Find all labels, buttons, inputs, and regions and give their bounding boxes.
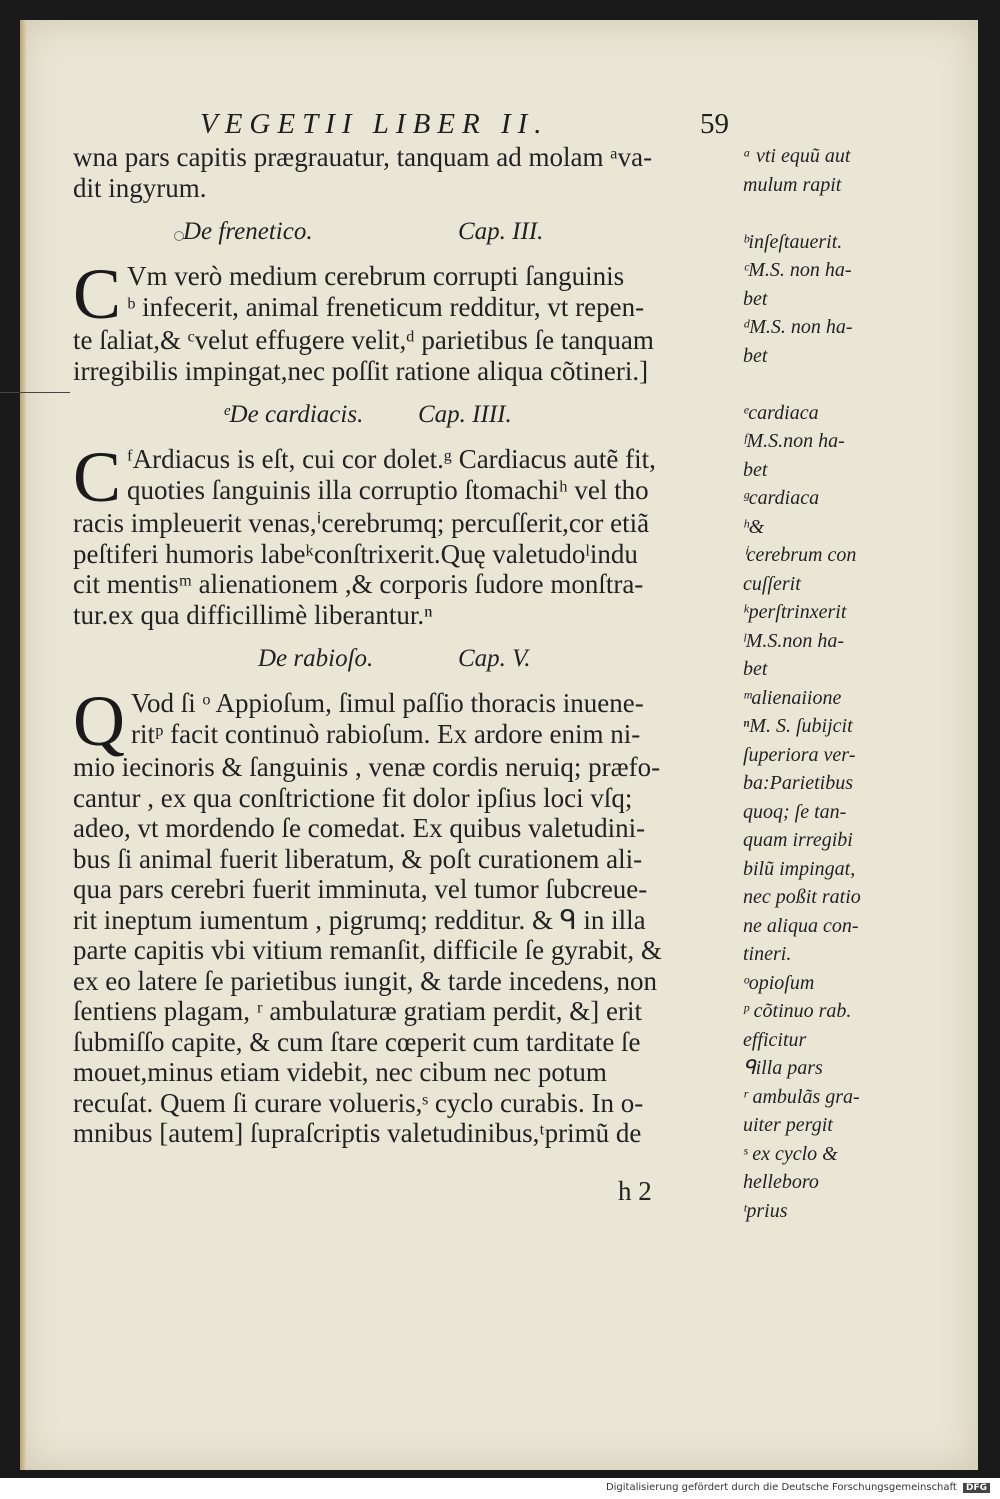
chapter-heading-5 [73,630,743,688]
margin-note: ᶠM.S.non ha- [743,430,845,452]
text-line: Vm verò medium cerebrum corrupti ſanguinis [127,261,625,291]
text-line: Vod ſi ᵒ Appioſum, ſimul paſſio thoracis inuene- [131,688,644,718]
margin-pointer-line [0,392,70,393]
text-line: ᶠArdiacus is eſt, cui cor dolet.ᵍ Cardiacus autẽ fit, [127,444,656,474]
paragraph-rabioso [73,681,743,1149]
chapter-number: Cap. IIII. [418,401,512,428]
margin-note: ne aliqua con- [743,914,859,937]
initial-letter: C [73,254,122,334]
margin-note: ˢ ex cyclo & [743,1142,838,1165]
margin-note: ᵈM.S. non ha- [743,316,853,338]
text-line: cantur , ex qua conſtrictione fit dolor ipſius loci vſq; [73,782,633,813]
margin-note: efficitur [743,1028,807,1051]
chapter-number: Cap. V. [458,645,531,672]
margin-note: helleboro [743,1171,819,1193]
running-head [200,108,740,144]
margin-note: ˡM.S.non ha- [743,629,845,652]
margin-note: ᵏperſtrinxerit [743,601,847,623]
margin-note: ᵗprius [743,1199,788,1222]
margin-notes [743,142,883,1225]
margin-note: ʳ ambulãs gra- [743,1085,860,1108]
text-line: ᵇ infecerit, animal freneticum redditur, vt repen- [127,291,645,322]
margin-note: mulum rapit [743,173,842,196]
margin-note: ⁱcerebrum con [743,544,857,566]
text-line: tur.ex qua difficillimè liberantur.ⁿ [73,599,433,630]
paragraph-frenetico [73,254,743,386]
margin-note: ſuperiora ver- [743,743,856,766]
text-line: mio iecinoris & ſanguinis , venæ cordis neruiq; præfo- [73,752,661,782]
text-line: ex eo latere ſe parietibus iungit, & tarde incedens, non [73,965,658,996]
margin-note [743,199,883,228]
margin-note [743,370,883,399]
margin-note: quoq; ſe tan- [743,800,847,823]
initial-letter: Q [73,681,125,761]
text-line: parte capitis vbi vitium remanſit, difficile ſe gyrabit, & [73,935,662,965]
text-line: te ſaliat,& ᶜvelut effugere velit,ᵈ parietibus ſe tanquam [73,325,654,355]
chapter-heading-4 [73,386,743,444]
text-line: mnibus [autem] ſupraſcriptis valetudinibus,ᵗprimũ de [73,1118,642,1148]
margin-note: ᵉcardiaca [743,401,819,424]
margin-note: tineri. [743,943,792,965]
margin-note: bet [743,344,768,367]
margin-note: ᶜM.S. non ha- [743,259,852,281]
text-line: dit ingyrum. [73,172,207,203]
margin-note: ᵇinſeſtauerit. [743,230,843,253]
initial-letter: C [73,437,122,517]
text-line: racis impleuerit venas,ⁱcerebrumq; percuſſerit,cor etiã [73,508,650,538]
text-line: peſtiferi humoris labeᵏconſtrixerit.Quę valetudoˡindu [73,538,638,569]
text-line: recuſat. Quem ſi curare volueris,ˢ cyclo curabis. In o- [73,1087,644,1118]
text-line: qua pars cerebri fuerit imminuta, vel tumor ſubcreue- [73,874,648,904]
margin-note: bilũ impingat, [743,857,856,880]
chapter-title: De rabioſo. [258,645,374,672]
chapter-title: ᵉDe cardiacis. [223,401,364,428]
text-line: ſentiens plagam, ʳ ambulaturæ gratiam perdit, &] erit [73,996,642,1026]
margin-note: uiter pergit [743,1114,833,1136]
text-line: ſubmiſſo capite, & cum ſtare cœperit cum tarditate ſe [73,1026,641,1057]
text-line: cit mentisᵐ alienationem ,& corporis ſudore monſtra- [73,569,644,599]
main-text-block [73,142,743,1149]
margin-note: ᵖ cõtinuo rab. [743,1000,852,1022]
margin-note: cuſſerit [743,572,801,595]
catchword: h 2 [618,1176,652,1206]
text-line: irregibilis impingat,nec poſſit ratione aliqua cõtineri.] [73,355,649,386]
chapter-title: De frenetico. [183,218,313,245]
page-number: 59 [700,108,729,140]
chapter-heading-3 [73,203,743,261]
margin-note: ʰ& [743,515,765,538]
text-line: bus ſi animal fuerit liberatum, & poſt curationem ali- [73,843,643,874]
margin-note: quam irregibi [743,829,853,851]
chapter-number: Cap. III. [458,218,544,245]
credit-text: Digitalisierung gefördert durch die Deutsche Forschungsgemeinschaft [605,1482,957,1493]
text-line: adeo, vt mordendo ſe comedat. Ex quibus valetudini- [73,813,646,843]
margin-note: ba:Parietibus [743,772,853,794]
margin-note: bet [743,658,768,680]
running-title: VEGETII LIBER II. [200,108,549,140]
text-line: ritᵖ facit continuò rabioſum. Ex ardore enim ni- [131,718,641,749]
margin-note: ᵒopioſum [743,971,815,994]
margin-note: ᑫilla pars [743,1057,823,1079]
text-line: mouet,minus etiam videbit, nec cibum nec potum [73,1057,607,1087]
margin-note: ⁿM. S. ſubijcit [743,715,853,737]
margin-note: ᵐalienaiione [743,686,842,709]
margin-note: bet [743,458,768,481]
margin-note: bet [743,287,768,310]
dfg-logo: DFG [963,1483,990,1493]
digitization-credit [606,1482,990,1493]
margin-note: ᵃ vti equũ aut [743,145,851,167]
margin-note: nec poßit ratio [743,886,861,908]
text-line: wna pars capitis prægrauatur, tanquam ad molam ᵃva- [73,142,653,172]
page-edge [20,20,26,1470]
paragraph-cardiacis [73,437,743,630]
text-line: quoties ſanguinis illa corruptio ſtomachiʰ vel tho [127,474,649,505]
text-line: rit ineptum iumentum , pigrumq; redditur. & ᑫ in illa [73,904,646,935]
margin-note: ᵍcardiaca [743,487,820,509]
